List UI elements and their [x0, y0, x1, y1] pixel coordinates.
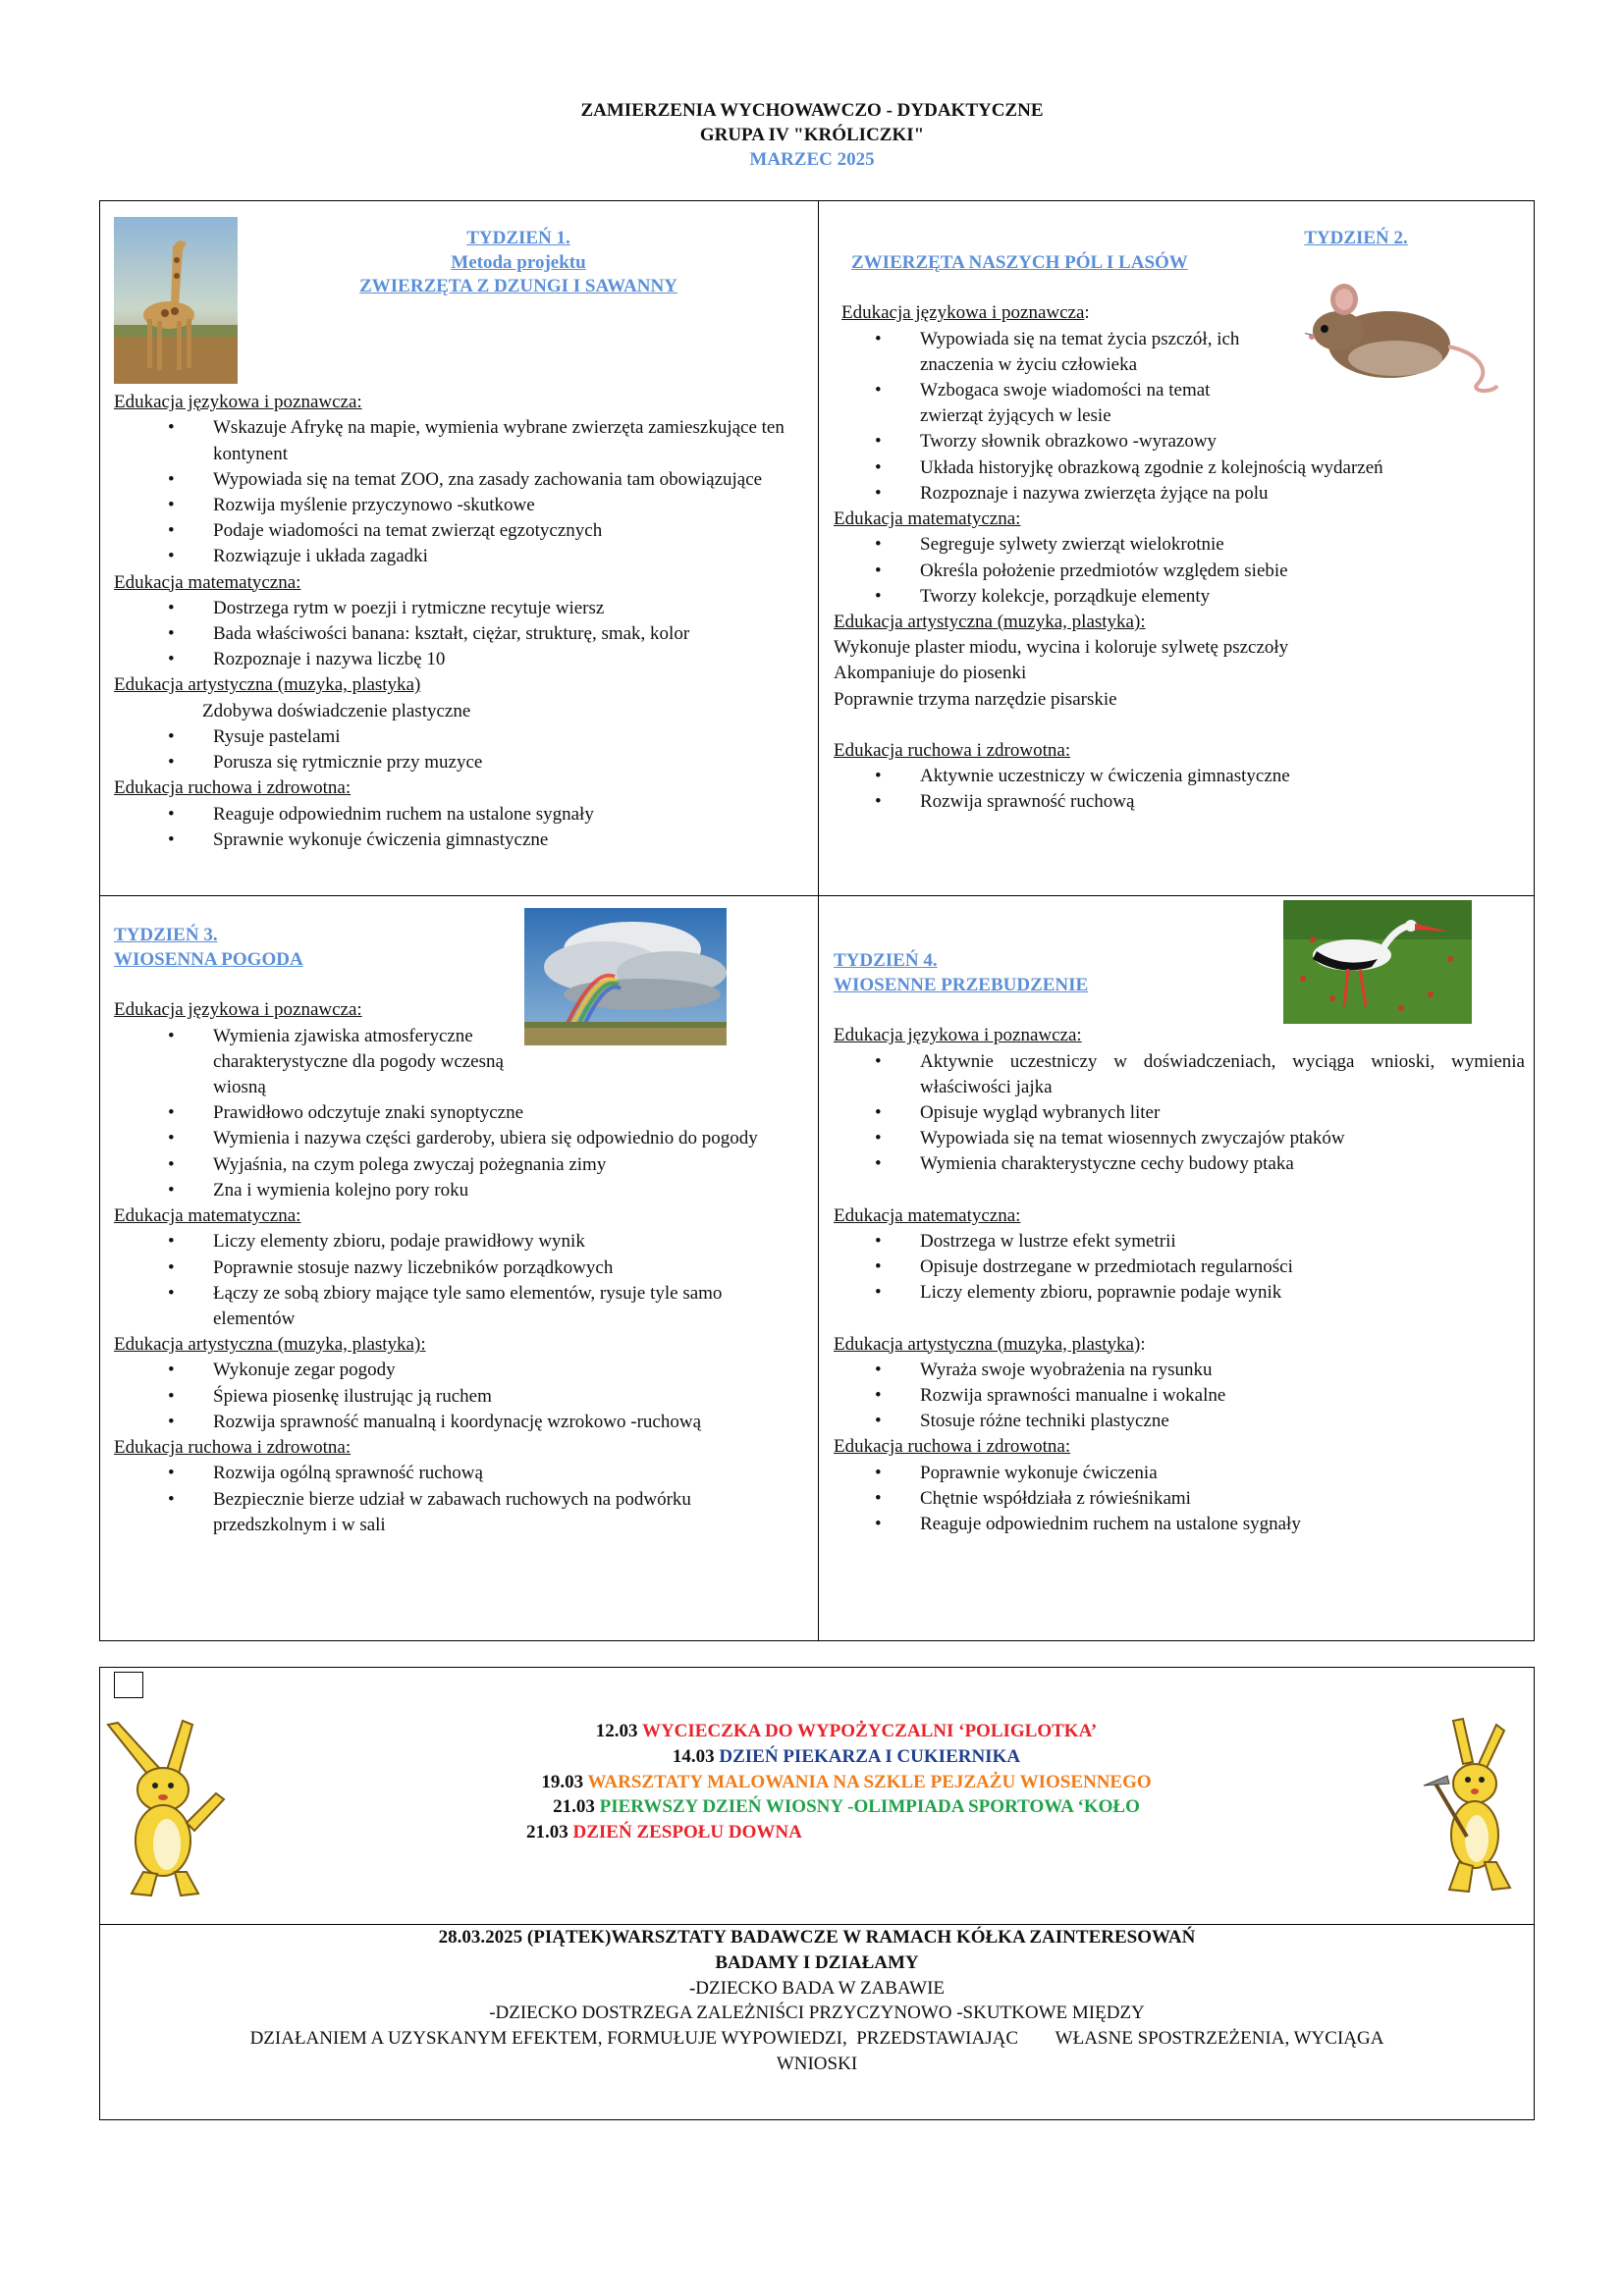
week3-math-list — [114, 1229, 805, 1332]
week1-cell — [114, 227, 805, 853]
list-item: • Aktywnie uczestniczy w doświadczeniach, wyciąga wnioski, wymienia właściwości jajka — [834, 1049, 1525, 1100]
list-item: • Układa historyjkę obrazkową zgodnie z kolejnością wydarzeń — [834, 455, 1525, 481]
list-item: • Wyraża swoje wyobrażenia na rysunku — [834, 1358, 1525, 1383]
event-text: WYCIECZKA DO WYPOŻYCZALNI ‘POLIGLOTKA’ — [641, 1721, 1098, 1741]
weeks-table — [99, 200, 1535, 1641]
research-point — [100, 1976, 1534, 2002]
list-item: • Prawidłowo odczytuje znaki synoptyczne — [114, 1100, 805, 1126]
week2-language-list-cont — [834, 429, 1525, 507]
list-item: • Łączy ze sobą zbiory mające tyle samo elementów, rysuje tyle samo elementów — [114, 1281, 805, 1332]
list-item: • Liczy elementy zbioru, poprawnie podaje wynik — [834, 1280, 1525, 1306]
research-point-dash: - — [688, 1977, 696, 1999]
list-item: • Stosuje różne techniki plastyczne — [834, 1409, 1525, 1434]
week2-topic: ZWIERZĘTA NASZYCH PÓL I LASÓW — [851, 251, 1188, 273]
week4-cell — [834, 924, 1525, 1537]
week1-section-physical: Edukacja ruchowa i zdrowotna: — [114, 777, 352, 799]
list-item: • Rozwija sprawności manualne i wokalne — [834, 1383, 1525, 1409]
week3-section-art: Edukacja artystyczna (muzyka, plastyka): — [114, 1334, 426, 1356]
week2-physical-list — [834, 764, 1525, 815]
week2-section-math: Edukacja matematyczna: — [834, 508, 1021, 530]
list-item: • Bezpiecznie bierze udział w zabawach ruchowych na podwórku przedszkolnym i w sali — [114, 1487, 805, 1538]
research-title: 28.03.2025 (PIĄTEK)WARSZTATY BADAWCZE W RAMACH KÓŁKA ZAINTERESOWAŃ — [438, 1927, 1196, 1948]
list-item: • Podaje wiadomości na temat zwierząt egzotycznych — [114, 518, 805, 544]
checkbox[interactable] — [114, 1672, 143, 1698]
list-item: • Tworzy słownik obrazkowo -wyrazowy — [834, 429, 1525, 454]
giraffe-image — [114, 217, 238, 384]
month-label: MARZEC 2025 — [749, 149, 875, 171]
week1-section-art: Edukacja artystyczna (muzyka, plastyka) — [114, 674, 421, 696]
list-item: • Rysuje pastelami — [114, 724, 805, 750]
week4-art-list — [834, 1358, 1525, 1435]
week3-title: TYDZIEŃ 3. — [114, 925, 218, 945]
event-date: 12.03 — [595, 1721, 638, 1741]
week3-language-list — [114, 1024, 805, 1204]
week4-section-math: Edukacja matematyczna: — [834, 1204, 1021, 1226]
week1-language-list — [114, 415, 805, 569]
list-item: • Wypowiada się na temat ZOO, zna zasady zachowania tam obowiązujące — [114, 467, 805, 493]
list-item: • Porusza się rytmicznie przy muzyce — [114, 750, 805, 775]
list-item: • Dostrzega rytm w poezji i rytmiczne recytuje wiersz — [114, 596, 805, 621]
rabbit-digging-image — [1414, 1715, 1532, 1901]
event-item — [454, 1794, 1239, 1820]
list-item: • Rozwija myślenie przyczynowo -skutkowe — [114, 493, 805, 518]
list-item: • Wskazuje Afrykę na mapie, wymienia wybrane zwierzęta zamieszkujące ten kontynent — [114, 415, 805, 466]
week3-section-language: Edukacja językowa i poznawcza: — [114, 999, 362, 1021]
list-item: • Rozwija ogólną sprawność ruchową — [114, 1461, 805, 1486]
list-item: • Wyjaśnia, na czym polega zwyczaj pożegnania zimy — [114, 1152, 805, 1178]
event-date: 19.03 — [541, 1771, 584, 1792]
document-header — [0, 98, 1624, 172]
week4-section-physical: Edukacja ruchowa i zdrowotna: — [834, 1436, 1071, 1458]
list-item: • Wzbogaca swoje wiadomości na temat zwierząt żyjących w lesie — [834, 378, 1270, 429]
week2-math-list — [834, 532, 1525, 610]
week4-section-art-colon: : — [1140, 1333, 1146, 1355]
week1-title: TYDZIEŃ 1. — [466, 228, 570, 248]
table-divider-horizontal — [100, 895, 1534, 896]
list-item: • Wymienia i nazywa części garderoby, ubiera się odpowiednio do pogody — [114, 1126, 805, 1151]
mouse-image — [1305, 276, 1516, 408]
list-item: • Aktywnie uczestniczy w ćwiczenia gimnastyczne — [834, 764, 1525, 789]
research-workshop-box — [99, 1924, 1535, 2120]
events-list — [454, 1719, 1239, 1845]
list-item: • Wypowiada się na temat życia pszczół, ich znaczenia w życiu człowieka — [834, 327, 1270, 378]
list-item: • Chętnie współdziała z rówieśnikami — [834, 1486, 1525, 1512]
week3-physical-list — [114, 1461, 805, 1538]
list-item: • Dostrzega w lustrze efekt symetrii — [834, 1229, 1525, 1255]
list-item: • Sprawnie wykonuje ćwiczenia gimnastyczne — [114, 828, 805, 853]
week4-language-list — [834, 1049, 1525, 1178]
week4-physical-list — [834, 1461, 1525, 1538]
list-item: • Zna i wymienia kolejno pory roku — [114, 1178, 805, 1203]
list-item: • Rozwiązuje i układa zagadki — [114, 544, 805, 569]
list-item: • Segreguje sylwety zwierząt wielokrotnie — [834, 532, 1525, 558]
list-item: • Wypowiada się na temat wiosennych zwyczajów ptaków — [834, 1126, 1525, 1151]
week4-section-art: Edukacja artystyczna (muzyka, plastyka) — [834, 1333, 1141, 1355]
week2-art-line: Poprawnie trzyma narzędzie pisarskie — [834, 688, 1117, 710]
list-item: • Opisuje dostrzegane w przedmiotach regularności — [834, 1255, 1525, 1280]
week1-method: Metoda projektu — [451, 251, 586, 273]
list-item: • Poprawnie stosuje nazwy liczebników porządkowych — [114, 1255, 805, 1281]
list-item: • Rozwija sprawność manualną i koordynację wzrokowo -ruchową — [114, 1410, 805, 1435]
event-item — [454, 1719, 1239, 1744]
list-item: • Reaguje odpowiednim ruchem na ustalone sygnały — [834, 1512, 1525, 1537]
list-item: • Rozpoznaje i nazywa liczbę 10 — [114, 647, 805, 672]
event-item — [454, 1744, 1239, 1770]
week3-art-list — [114, 1358, 805, 1435]
table-divider-vertical — [818, 201, 819, 1640]
event-text: DZIEŃ PIEKARZA I CUKIERNIKA — [719, 1745, 1021, 1767]
week4-math-list — [834, 1229, 1525, 1307]
week2-art-line: Wykonuje plaster miodu, wycina i koloruje sylwetę pszczoły — [834, 637, 1289, 659]
rabbit-waving-image — [88, 1715, 236, 1901]
list-item: • Reaguje odpowiednim ruchem na ustalone sygnały — [114, 802, 805, 828]
event-text: PIERWSZY DZIEŃ WIOSNY -OLIMPIADA SPORTOWA ‘KOŁO — [599, 1796, 1140, 1818]
list-item: • Wykonuje zegar pogody — [114, 1358, 805, 1383]
week1-art-text: Zdobywa doświadczenie plastyczne — [202, 700, 471, 721]
week1-physical-list — [114, 802, 805, 853]
week4-title: TYDZIEŃ 4. — [834, 950, 938, 971]
week3-topic: WIOSENNA POGODA — [114, 948, 303, 970]
week2-section-art: Edukacja artystyczna (muzyka, plastyka): — [834, 612, 1146, 632]
list-item: • Określa położenie przedmiotów względem siebie — [834, 559, 1525, 584]
week1-art-list — [114, 724, 805, 775]
event-date: 21.03 — [553, 1796, 595, 1818]
event-date: 21.03 — [526, 1822, 568, 1843]
week1-math-list — [114, 596, 805, 673]
research-subtitle: BADAMY I DZIAŁAMY — [715, 1951, 919, 1973]
list-item: • Śpiewa piosenkę ilustrując ją ruchem — [114, 1384, 805, 1410]
list-item: • Tworzy kolekcje, porządkuje elementy — [834, 584, 1525, 610]
list-item: • Poprawnie wykonuje ćwiczenia — [834, 1461, 1525, 1486]
research-point-cont: DZIAŁANIEM A UZYSKANYM EFEKTEM, FORMUŁUJE WYPOWIEDZI, PRZEDSTAWIAJĄC WŁASNE SPOSTRZEŻENIA, WYCIĄGA — [249, 2028, 1384, 2050]
week2-section-physical: Edukacja ruchowa i zdrowotna: — [834, 739, 1071, 761]
week1-topic: ZWIERZĘTA Z DZUNGI I SAWANNY — [359, 276, 677, 297]
research-point-text: DZIECKO BADA W ZABAWIE — [695, 1977, 946, 1999]
event-item — [454, 1770, 1239, 1795]
stork-image — [1283, 900, 1472, 1024]
event-item — [454, 1820, 1239, 1845]
list-item: • Wymienia zjawiska atmosferyczne charakterystyczne dla pogody wczesną wiosną — [114, 1024, 805, 1101]
event-date: 14.03 — [672, 1745, 715, 1767]
week3-section-math: Edukacja matematyczna: — [114, 1205, 301, 1227]
week2-art-line: Akompaniuje do piosenki — [834, 663, 1027, 684]
week4-section-language: Edukacja językowa i poznawcza: — [834, 1025, 1082, 1046]
week3-section-physical: Edukacja ruchowa i zdrowotna: — [114, 1437, 352, 1459]
research-point-end: WNIOSKI — [776, 2054, 858, 2075]
week3-cell — [114, 924, 805, 1538]
group-name: GRUPA IV "KRÓLICZKI" — [699, 125, 925, 146]
list-item: • Opisuje wygląd wybranych liter — [834, 1100, 1525, 1126]
week4-topic: WIOSENNE PRZEBUDZENIE — [834, 974, 1089, 995]
week1-section-language: Edukacja językowa i poznawcza: — [114, 392, 362, 413]
event-text: DZIEŃ ZESPOŁU DOWNA — [572, 1822, 802, 1843]
week2-section-language: Edukacja językowa i poznawcza — [841, 302, 1085, 324]
week2-section-language-colon: : — [1084, 302, 1090, 324]
list-item: • Bada właściwości banana: kształt, ciężar, strukturę, smak, kolor — [114, 621, 805, 647]
list-item: • Wymienia charakterystyczne cechy budowy ptaka — [834, 1151, 1525, 1177]
week2-cell — [834, 227, 1525, 816]
week2-title: TYDZIEŃ 2. — [1304, 228, 1408, 248]
list-item: • Rozwija sprawność ruchową — [834, 789, 1525, 815]
event-text: WARSZTATY MALOWANIA NA SZKLE PEJZAŻU WIOSENNEGO — [587, 1771, 1152, 1792]
document-title: ZAMIERZENIA WYCHOWAWCZO - DYDAKTYCZNE — [580, 100, 1044, 121]
list-item: • Rozpoznaje i nazywa zwierzęta żyjące na polu — [834, 481, 1525, 507]
list-item: • Liczy elementy zbioru, podaje prawidłowy wynik — [114, 1229, 805, 1255]
research-point: -DZIECKO DOSTRZEGA ZALEŻNIŚCI PRZYCZYNOWO -SKUTKOWE MIĘDZY — [489, 2002, 1145, 2024]
week1-section-math: Edukacja matematyczna: — [114, 571, 301, 593]
events-box — [99, 1667, 1535, 1924]
